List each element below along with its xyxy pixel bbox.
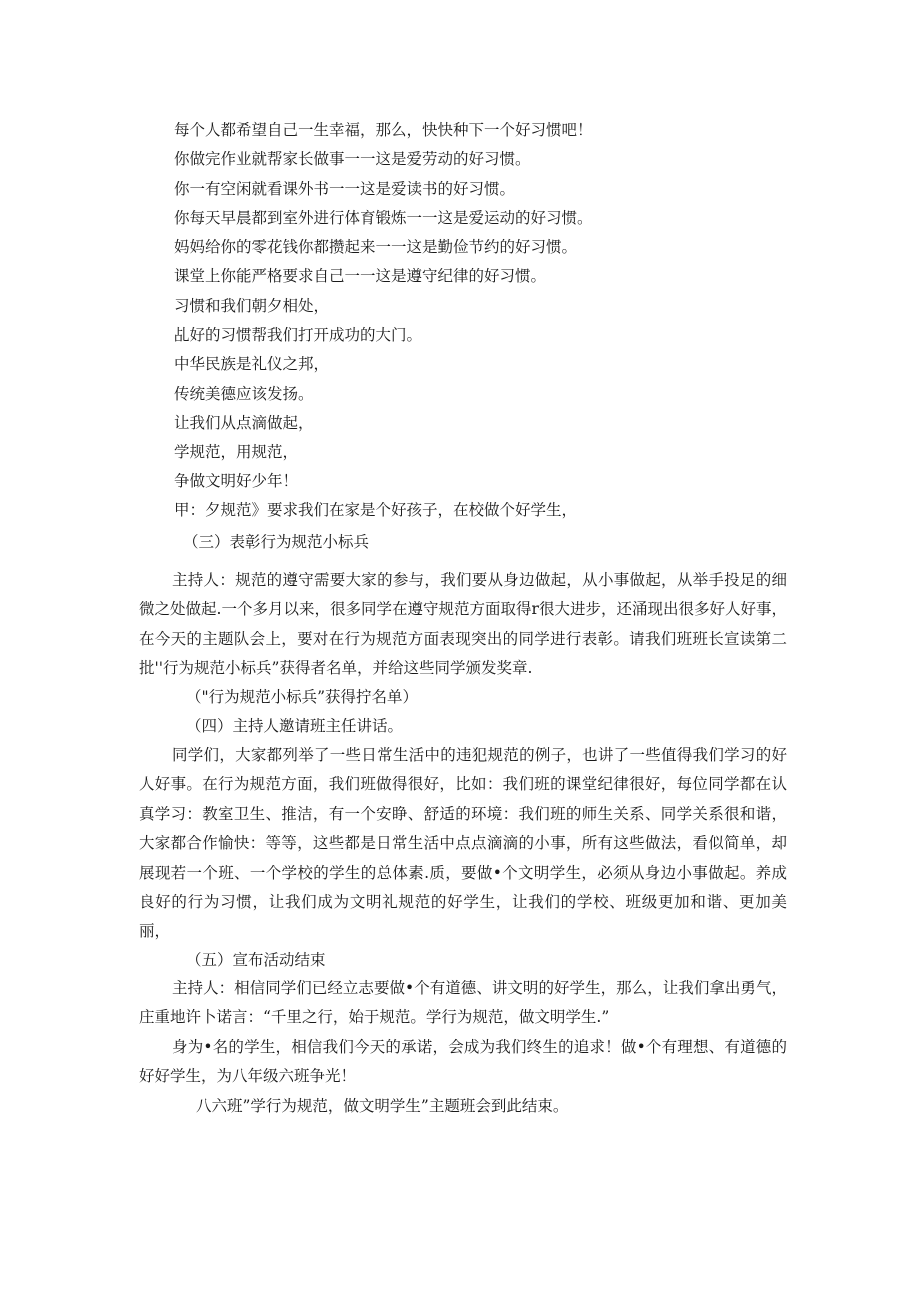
body-paragraph: 身为•名的学生，相信我们今天的承诺，会成为我们终生的追求！做•个有理想、有道德的好好学生，为八年级六班争光！ <box>139 1038 787 1086</box>
poem-line: 习惯和我们朝夕相处， <box>174 297 330 315</box>
poem-line: 中华民族是礼仪之邦， <box>174 355 330 373</box>
body-paragraph: 主持人：相信同学们已经立志要做•个有道德、讲文明的好学生，那么，让我们拿出勇气，庄重地许卜诺言：“千里之行，始于规范。学行为规范，做文明学生.” <box>139 979 787 1027</box>
poem-line: 争做文明好少年！ <box>174 472 299 490</box>
poem-line: 你做完作业就帮家长做事一一这是爱劳动的好习惯。 <box>174 150 531 168</box>
body-paragraph: 同学们，大家都列举了一些日常生活中的违犯规范的例子，也讲了一些值得我们学习的好人好事。在行为规范方面，我们班做得很好，比如：我们班的课堂纪律很好，每位同学都在认真学习：教室卫生、推洁，有一个安睁、舒适的环境：我们班的师生关系、同学关系很和谐，大家都合作愉快：等等，这些都是日常生活中点点滴滴的小事，所有这些做法，看似简单，却展现若一个班、一个学校的学生的总体素.质，要做•个文明学生，必须从身边小事做起。养成良好的行为习惯，让我们成为文明礼规范的好学生，让我们的学校、班级更加和谐、更加美丽， <box>139 746 787 941</box>
closing-line: 八六班”学行为规范，做文明学生”主题班会到此结束。 <box>196 1097 569 1115</box>
poem-line: 你一有空闲就看课外书一一这是爱读书的好习惯。 <box>174 180 516 198</box>
section-heading: （三）表彰行为规范小标兵 <box>183 533 370 551</box>
poem-line: 甲：夕规范》要求我们在家是个好孩子，在校做个好学生， <box>174 501 578 519</box>
poem-line: 每个人都希望自己一生幸福，那么，快快种下一个好习惯吧！ <box>174 121 593 139</box>
poem-line: 学规范，用规范， <box>174 443 299 461</box>
section-heading: （四）主持人邀请班主任讲话。 <box>186 717 404 735</box>
body-paragraph: 主持人：规范的遵守需要大家的参与，我们要从身边做起，从小事做起，从举手投足的细微之处做起.一个多月以来，很多同学在遵守规范方面取得r很大进步，还涌现出很多好人好事，在今天的主题队会上，要对在行为规范方面表现突出的同学进行表彰。请我们班班长宣读第二批''行为规范小标兵”获得者名单，并给这些同学颁发奖章. <box>139 571 787 678</box>
poem-line: 乩好的习惯帮我们打开成功的大门。 <box>174 326 423 344</box>
poem-line: 妈妈给你的零花钱你都攒起来一一这是勤俭节约的好习惯。 <box>174 238 578 256</box>
list-note: （"行为规范小标兵”获得拧名单） <box>186 688 419 706</box>
poem-line: 传统美德应该发扬。 <box>174 385 314 403</box>
section-heading: （五）宣布活动结束 <box>186 951 326 969</box>
poem-line: 让我们从点滴做起， <box>174 414 314 432</box>
poem-line: 课堂上你能严格要求自己一一这是遵守纪律的好习惯。 <box>174 267 547 285</box>
poem-line: 你每天早晨都到室外进行体育锻炼一一这是爱运动的好习惯。 <box>174 209 593 227</box>
